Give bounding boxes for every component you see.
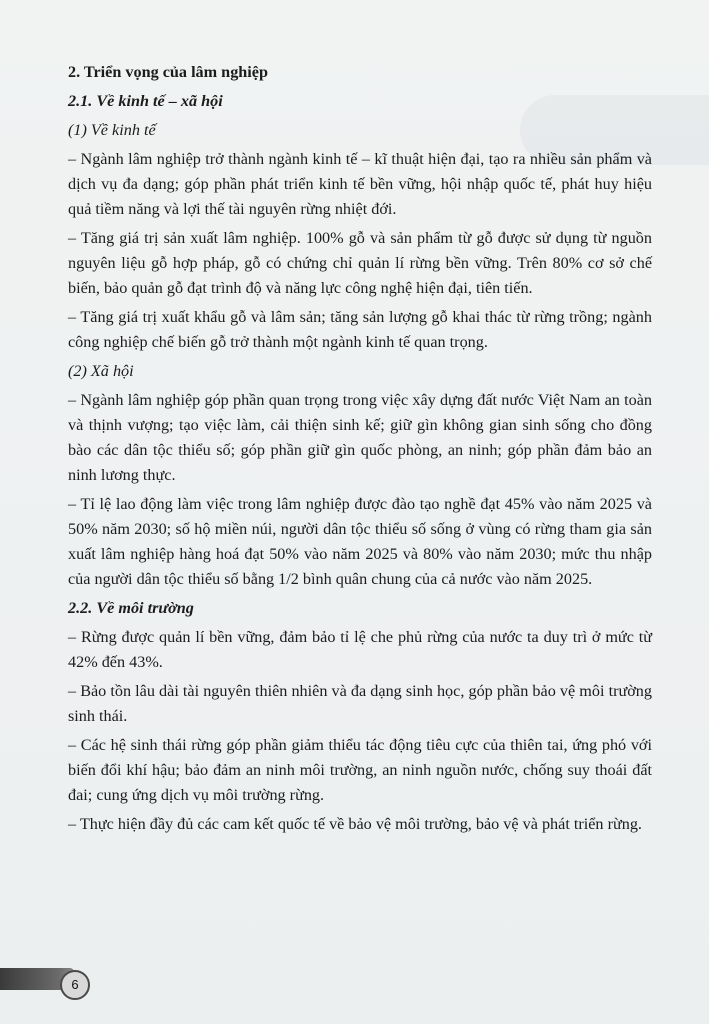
paragraph: – Bảo tồn lâu dài tài nguyên thiên nhiên và đa dạng sinh học, góp phần bảo vệ môi trường sinh thái. <box>68 682 652 725</box>
subsection-title-economy-society: 2.1. Về kinh tế – xã hội <box>68 92 223 110</box>
sub-heading-society: (2) Xã hội <box>68 362 134 380</box>
subsection-title-environment: 2.2. Về môi trường <box>68 599 194 617</box>
sub-heading-economy: (1) Về kinh tế <box>68 121 156 139</box>
paragraph: – Ngành lâm nghiệp trở thành ngành kinh tế – kĩ thuật hiện đại, tạo ra nhiều sản phẩm và dịch vụ đa dạng; góp phần phát triển kinh tế bền vững, hội nhập quốc tế, phát huy hiệu quả tiềm năng và lợi thế tài nguyên rừng nhiệt đới. <box>68 150 652 218</box>
page-content <box>68 60 652 837</box>
paragraph: – Ngành lâm nghiệp góp phần quan trọng trong việc xây dựng đất nước Việt Nam an toàn và thịnh vượng; tạo việc làm, cải thiện sinh kế; giữ gìn không gian sinh sống cho đồng bào các dân tộc thiểu số; góp phần giữ gìn quốc phòng, an ninh; góp phần đảm bảo an ninh lương thực. <box>68 391 652 484</box>
paragraph: – Các hệ sinh thái rừng góp phần giảm thiểu tác động tiêu cực của thiên tai, ứng phó với biến đổi khí hậu; bảo đảm an ninh môi trường, an ninh nguồn nước, chống suy thoái đất đai; cung ứng dịch vụ môi trường rừng. <box>68 736 652 804</box>
page-number-badge: 6 <box>60 970 90 1000</box>
paragraph: – Tăng giá trị sản xuất lâm nghiệp. 100% gỗ và sản phẩm từ gỗ được sử dụng từ nguồn nguyên liệu gỗ hợp pháp, gỗ có chứng chỉ quản lí rừng bền vững. Trên 80% cơ sở chế biến, bảo quản gỗ đạt trình độ và năng lực công nghệ hiện đại, tiên tiến. <box>68 229 652 297</box>
paragraph: – Tỉ lệ lao động làm việc trong lâm nghiệp được đào tạo nghề đạt 45% vào năm 2025 và 50% năm 2030; số hộ miền núi, người dân tộc thiểu số sống ở vùng có rừng tham gia sản xuất lâm nghiệp hàng hoá đạt 50% vào năm 2025 và 80% vào năm 2030; mức thu nhập của người dân tộc thiểu số bằng 1/2 bình quân chung của cả nước vào năm 2025. <box>68 495 652 588</box>
paragraph: – Rừng được quản lí bền vững, đảm bảo tỉ lệ che phủ rừng của nước ta duy trì ở mức từ 42% đến 43%. <box>68 628 652 671</box>
paragraph: – Tăng giá trị xuất khẩu gỗ và lâm sản; tăng sản lượng gỗ khai thác từ rừng trồng; ngành công nghiệp chế biến gỗ trở thành một ngành kinh tế quan trọng. <box>68 308 652 351</box>
paragraph: – Thực hiện đầy đủ các cam kết quốc tế về bảo vệ môi trường, bảo vệ và phát triển rừng. <box>68 815 642 833</box>
section-heading: 2. Triển vọng của lâm nghiệp <box>68 63 268 81</box>
